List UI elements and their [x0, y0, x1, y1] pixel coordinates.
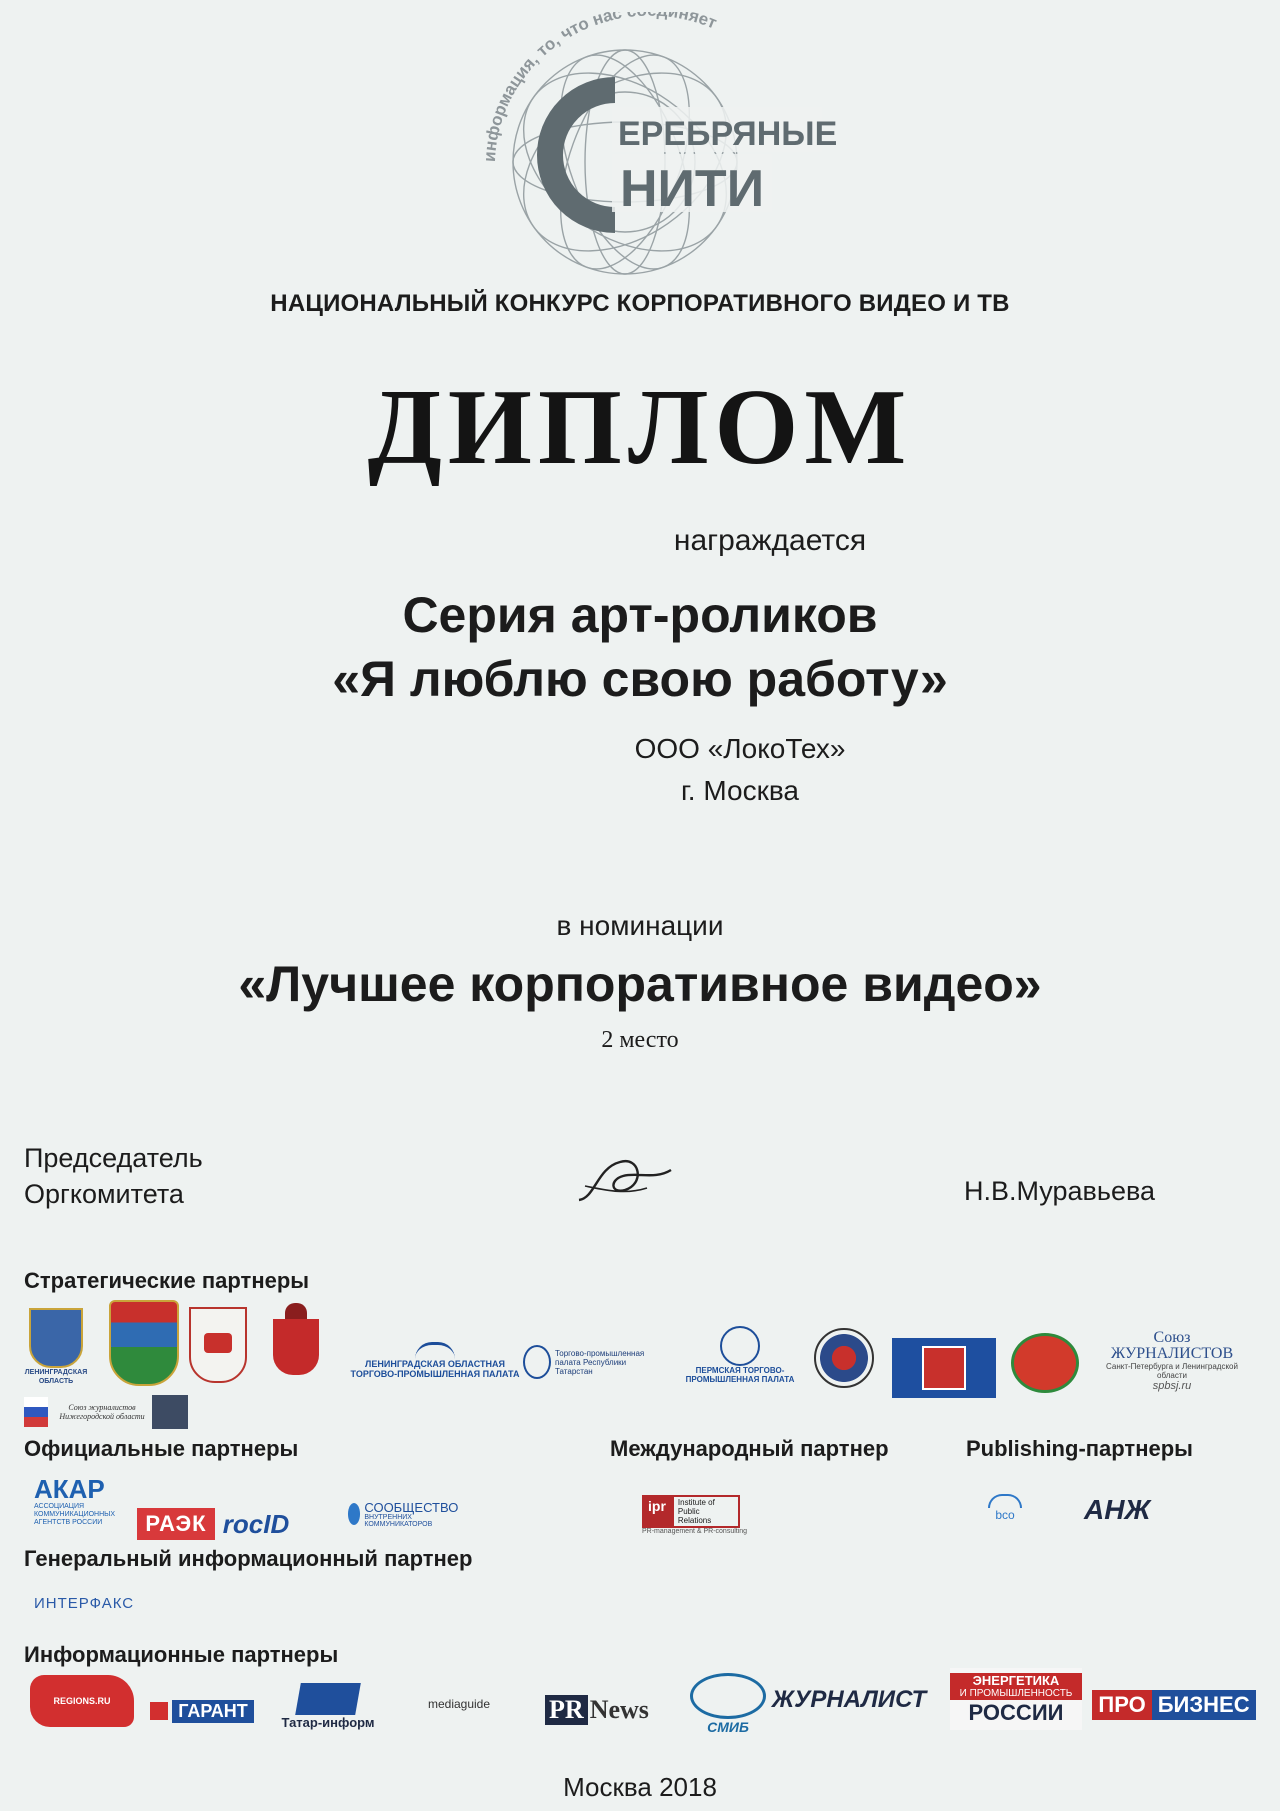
spbsj-url: spbsj.ru	[1152, 1380, 1192, 1392]
logo-interfax: ИНТЕРФАКС	[34, 1594, 135, 1612]
place: 2 место	[601, 1027, 679, 1053]
logo-krasnodar	[106, 1300, 182, 1386]
ipr-sub: PR-management & PR-consulting	[642, 1528, 748, 1535]
nomination-label: в номинации	[556, 910, 724, 941]
akar-name: АКАР	[34, 1474, 105, 1504]
lotpp-caption: ЛЕНИНГРАДСКАЯ ОБЛАСТНАЯ ТОРГОВО-ПРОМЫШЛЕННАЯ ПАЛАТА	[350, 1358, 520, 1379]
regions-name: REGIONS.RU	[53, 1696, 111, 1706]
logo-garant	[138, 1695, 266, 1727]
logo-lenobl	[24, 1305, 88, 1389]
ipr-mark: ipr	[642, 1495, 672, 1528]
coat-of-arms-icon	[273, 1319, 319, 1375]
logo-bco	[980, 1490, 1030, 1526]
entry-line2: «Я люблю свою работу»	[332, 651, 948, 707]
akar-sub: АССОЦИАЦИЯ КОММУНИКАЦИОННЫХ АГЕНТСТВ РОССИИ	[34, 1503, 116, 1526]
logo-community	[348, 1498, 468, 1530]
section-official: Официальные партнеры	[24, 1436, 299, 1461]
garant-mark-icon	[150, 1702, 168, 1720]
logo-tatarstan	[1010, 1335, 1080, 1391]
logo-bear-emblem	[812, 1326, 876, 1390]
flag-icon	[24, 1397, 48, 1427]
mediaguide-name: mediaguide	[427, 1697, 491, 1711]
tatar-inform-name: Татар-информ	[281, 1714, 375, 1730]
pr-mark: PR	[545, 1695, 588, 1725]
nn-union-caption: Союз журналистов Нижегородской области	[59, 1403, 145, 1421]
diploma-title: ДИПЛОМ	[367, 368, 913, 487]
community-name: СООБЩЕСТВО	[364, 1499, 459, 1515]
journalist-name: ЖУРНАЛИСТ	[771, 1686, 927, 1713]
globe-icon	[690, 1673, 766, 1719]
logo-arc-text: информация, то, что нас няет	[479, 12, 720, 163]
lenobl-caption: ЛЕНИНГРАДСКАЯ ОБЛАСТЬ	[24, 1369, 88, 1385]
chair-name: Н.В.Муравьева	[964, 1176, 1156, 1206]
logo-smib	[684, 1672, 772, 1736]
awarded-label: награждается	[673, 524, 867, 557]
garant-name: ГАРАНТ	[172, 1700, 254, 1723]
logo-nizhny	[188, 1305, 248, 1385]
footer-place-year: Москва 2018	[563, 1772, 717, 1802]
contest-logo	[440, 12, 860, 282]
logo-pro-business	[1096, 1686, 1252, 1724]
energy-line2: И ПРОМЫШЛЕННОСТЬ	[950, 1688, 1082, 1700]
community-sub: ВНУТРЕННИХ КОММУНИКАТОРОВ	[364, 1513, 433, 1528]
news-mark: News	[589, 1695, 649, 1724]
coat-of-arms-icon	[109, 1300, 179, 1386]
logo-journalists	[1092, 1330, 1252, 1392]
logo-lotpp	[350, 1330, 520, 1390]
logo-tatarstan-tpp	[522, 1335, 652, 1389]
coat-of-arms-icon	[189, 1307, 247, 1383]
tatarstan-emblem-icon	[1011, 1333, 1079, 1393]
caduceus-icon	[720, 1326, 760, 1366]
logo-c-letter-icon	[550, 90, 615, 220]
arc-icon	[988, 1494, 1022, 1508]
section-strategic: Стратегические партнеры	[24, 1268, 310, 1293]
entry-line1: Серия арт-роликов	[402, 587, 878, 643]
organization: ООО «ЛокоТех»	[634, 733, 846, 764]
bear-emblem-icon	[814, 1328, 874, 1388]
logo-perm	[270, 1300, 322, 1378]
logo-energy-russia	[950, 1668, 1082, 1730]
chair-role-line1: Председатель	[24, 1143, 203, 1173]
nomination: «Лучшее корпоративное видео»	[238, 956, 1042, 1012]
chair-role	[24, 1140, 203, 1212]
building-icon	[152, 1395, 188, 1429]
logo-word2: НИТИ	[620, 160, 765, 218]
journalists-caption: Союз ЖУРНАЛИСТОВ	[1110, 1329, 1234, 1362]
ipr-name: Institute of Public Relations	[672, 1495, 740, 1528]
logo-perm-tpp	[680, 1318, 800, 1392]
city: г. Москва	[681, 775, 799, 806]
section-general-info: Генеральный информационный партнер	[24, 1546, 473, 1571]
smib-name: СМИБ	[707, 1719, 749, 1735]
journalists-sub: Санкт-Петербурга и Ленинградской области	[1106, 1362, 1238, 1380]
logo-mediaguide	[416, 1686, 502, 1722]
arch-icon	[922, 1346, 966, 1390]
drop-icon	[348, 1503, 360, 1525]
logo-ipr	[642, 1493, 778, 1537]
logo-word1: ЕРЕБРЯНЫЕ	[618, 115, 838, 153]
anzh-name: АНЖ	[1084, 1494, 1151, 1525]
logo-anzh	[1084, 1490, 1222, 1530]
perm-tpp-caption: ПЕРМСКАЯ ТОРГОВО-ПРОМЫШЛЕННАЯ ПАЛАТА	[685, 1366, 795, 1384]
bird-icon	[415, 1342, 455, 1359]
handwritten-signature	[575, 1150, 675, 1210]
logo-akar	[34, 1470, 132, 1532]
energy-line3: РОССИИ	[968, 1699, 1064, 1725]
crown-icon	[285, 1303, 307, 1319]
contest-title: НАЦИОНАЛЬНЫЙ КОНКУРС КОРПОРАТИВНОГО ВИДЕО И ТВ	[270, 290, 1010, 317]
logo-rocid: rocID	[222, 1508, 290, 1539]
tatar-inform-mark-icon	[295, 1683, 361, 1715]
section-info: Информационные партнеры	[24, 1642, 339, 1667]
logo-journalist	[771, 1680, 927, 1720]
logo-regions	[30, 1675, 134, 1727]
logo-raek: РАЭК	[137, 1508, 215, 1540]
logo-nn-union	[24, 1392, 194, 1432]
coat-of-arms-icon	[29, 1308, 83, 1368]
logo-tatar-inform	[272, 1676, 384, 1736]
pro-mark: ПРО	[1092, 1690, 1151, 1720]
caduceus-icon	[523, 1345, 551, 1379]
business-mark: БИЗНЕС	[1152, 1690, 1256, 1720]
section-international: Международный партнер	[610, 1436, 889, 1461]
tatarstan-tpp-caption: Торгово-промышленная палата Республики Татарстан	[555, 1348, 645, 1376]
bco-name: bco	[995, 1508, 1015, 1522]
energy-line1: ЭНЕРГЕТИКА	[950, 1673, 1082, 1688]
logo-pr-news	[518, 1690, 676, 1730]
section-publishing: Publishing-партнеры	[966, 1436, 1193, 1461]
logo-lenobl-assoc	[892, 1338, 996, 1398]
chair-role-line2: Оргкомитета	[24, 1179, 184, 1209]
